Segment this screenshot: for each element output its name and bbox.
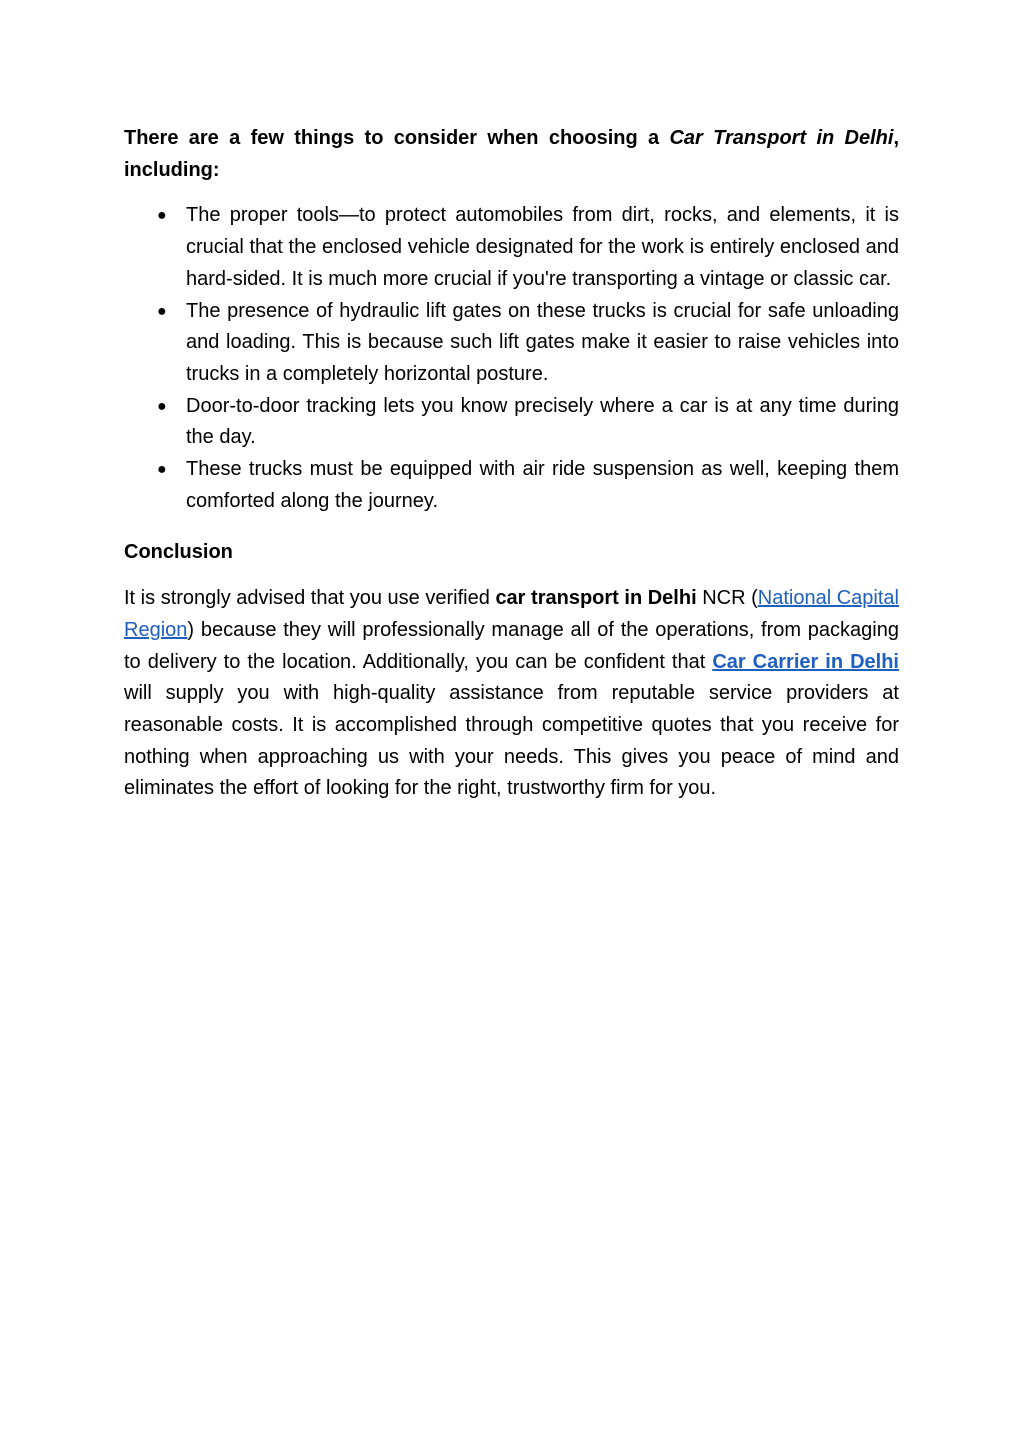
car-carrier-in-delhi-link[interactable]: Car Carrier in Delhi [712,650,899,673]
bullet-icon: ● [157,207,167,225]
intro-paragraph [124,123,899,186]
list-item [124,200,899,295]
conclusion-bold-phrase: car transport in Delhi [495,587,697,610]
document-page [124,123,899,805]
conclusion-text-2: NCR ( [696,587,758,610]
list-item [124,454,899,517]
conclusion-text-1: It is strongly advised that you use verified [124,587,496,610]
list-item-text: Door-to-door tracking lets you know precisely where a car is at any time during the day. [186,394,899,449]
conclusion-paragraph [124,583,899,805]
conclusion-text-4: will supply you with high-quality assistance from reputable service providers at reasonable costs. It is accomplished through competitive quotes that you receive for nothing when approaching us with your needs. This gives you peace of mind and eliminates the effort of looking for the right, trustworthy firm for you. [124,682,899,800]
bullet-icon: ● [157,461,167,479]
conclusion-heading: Conclusion [124,541,233,564]
intro-emphasis: Car Transport in Delhi [669,127,894,149]
list-item-text: The proper tools—to protect automobiles from dirt, rocks, and elements, it is crucial that the enclosed vehicle designated for the work is entirely enclosed and hard-sided. It is much more crucial if you're transporting a vintage or classic car. [186,204,899,290]
bullet-icon: ● [157,302,167,320]
list-item [124,296,899,391]
intro-prefix: There are a few things to consider when choosing a [124,127,670,149]
list-item-text: The presence of hydraulic lift gates on these trucks is crucial for safe unloading and loading. This is because such lift gates make it easier to raise vehicles into trucks in a completely horizontal posture. [186,299,899,385]
intro-suffix: , including: [124,127,899,181]
bullet-icon: ● [157,397,167,415]
conclusion-text-3: ) because they will professionally manage all of the operations, from packaging to delivery to the location. Additionally, you can be confident that [124,618,899,673]
list-item-text: These trucks must be equipped with air ride suspension as well, keeping them comforted along the journey. [186,458,899,512]
national-capital-region-link[interactable]: National Capital Region [124,587,899,641]
considerations-list [124,200,899,517]
list-item [124,391,899,454]
